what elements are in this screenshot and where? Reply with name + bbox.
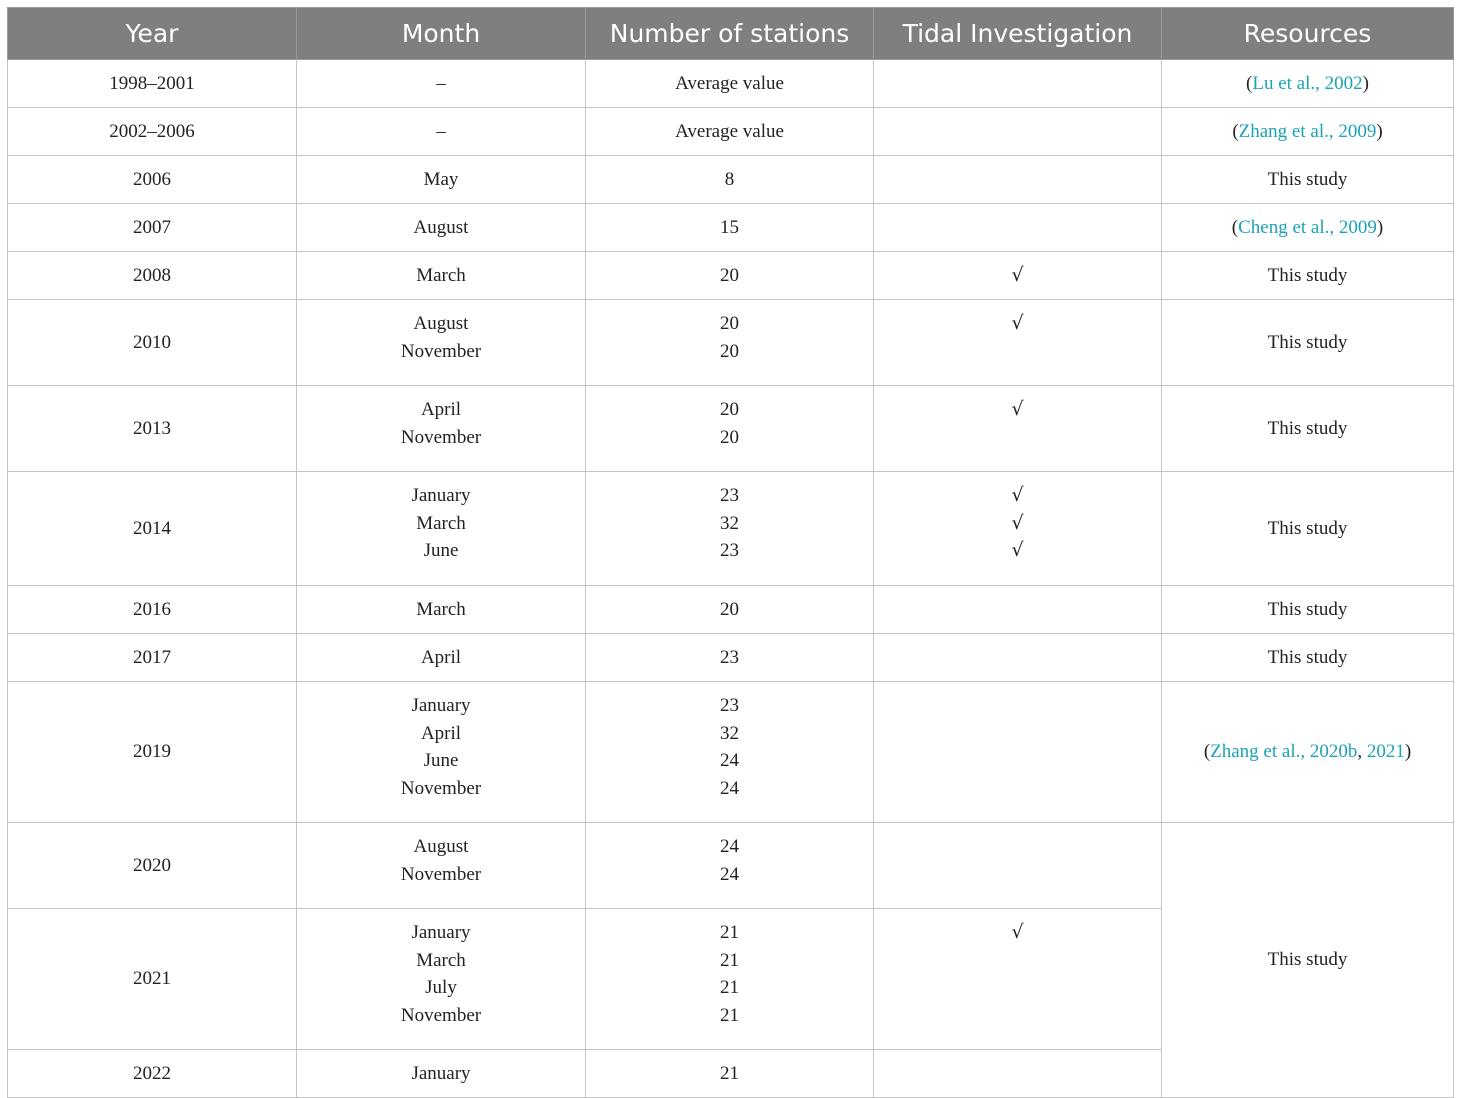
stations-cell: 8 [586, 156, 874, 204]
year-cell: 2002–2006 [8, 108, 297, 156]
tidal-cell [874, 634, 1162, 682]
tidal-cell [874, 682, 1162, 823]
stations-cell: 23 [586, 634, 874, 682]
tidal-cell [874, 252, 1162, 300]
stations-cell: Average value [586, 60, 874, 108]
resource-cell: (Zhang et al., 2020b, 2021) [1162, 682, 1454, 823]
resource-cell: This study [1162, 386, 1454, 472]
month-cell: May [297, 156, 586, 204]
month-cell: – [297, 60, 586, 108]
tidal-cell [874, 909, 1162, 1050]
year-cell: 2007 [8, 204, 297, 252]
year-cell: 2019 [8, 682, 297, 823]
month-cell: August November [297, 823, 586, 909]
header-tidal-investigation: Tidal Investigation [874, 8, 1162, 60]
check-mark: √ [1011, 312, 1024, 334]
resource-cell: This study [1162, 586, 1454, 634]
tidal-cell [874, 108, 1162, 156]
month-cell: April [297, 634, 586, 682]
year-cell: 2022 [8, 1050, 297, 1098]
stations-cell: Average value [586, 108, 874, 156]
header-resources: Resources [1162, 8, 1454, 60]
stations-cell: 21 21 21 21 [586, 909, 874, 1050]
tidal-cell [874, 823, 1162, 909]
resource-cell: This study [1162, 252, 1454, 300]
table-row [8, 823, 1454, 909]
check-mark: √ [1011, 921, 1024, 943]
year-cell: 2013 [8, 386, 297, 472]
table-row [8, 252, 1454, 300]
resource-cell: This study [1162, 156, 1454, 204]
tidal-cell [874, 586, 1162, 634]
month-cell: January [297, 1050, 586, 1098]
resource-cell: This study [1162, 300, 1454, 386]
stations-cell: 23 32 23 [586, 472, 874, 586]
resource-cell: This study [1162, 823, 1454, 1098]
stations-cell: 15 [586, 204, 874, 252]
resource-cell: (Zhang et al., 2009) [1162, 108, 1454, 156]
table-row [8, 204, 1454, 252]
table-row [8, 472, 1454, 586]
citation-link[interactable]: Zhang et al., 2020b [1210, 741, 1358, 762]
month-cell: January March June [297, 472, 586, 586]
check-mark: √ [1011, 264, 1024, 286]
month-cell: March [297, 586, 586, 634]
year-cell: 2008 [8, 252, 297, 300]
table-row [8, 682, 1454, 823]
resource-cell: This study [1162, 634, 1454, 682]
resource-cell: (Cheng et al., 2009) [1162, 204, 1454, 252]
stations-cell: 23 32 24 24 [586, 682, 874, 823]
table-row [8, 60, 1454, 108]
citation-link[interactable]: 2021 [1366, 741, 1405, 762]
year-cell: 2020 [8, 823, 297, 909]
resource-cell: (Lu et al., 2002) [1162, 60, 1454, 108]
data-table [7, 7, 1454, 1098]
stations-cell: 21 [586, 1050, 874, 1098]
month-cell: January March July November [297, 909, 586, 1050]
month-cell: March [297, 252, 586, 300]
table-row [8, 634, 1454, 682]
tidal-cell [874, 60, 1162, 108]
month-cell: April November [297, 386, 586, 472]
check-mark: √ [1011, 539, 1024, 562]
tidal-cell [874, 204, 1162, 252]
table-header [8, 8, 1454, 60]
citation-link[interactable]: Lu et al., 2002 [1252, 72, 1363, 94]
stations-cell: 20 20 [586, 300, 874, 386]
header-number-of-stations: Number of stations [586, 8, 874, 60]
check-mark: √ [1011, 398, 1024, 420]
year-cell: 1998–2001 [8, 60, 297, 108]
stations-cell: 20 [586, 586, 874, 634]
citation-link[interactable]: Zhang et al., 2009 [1238, 120, 1377, 142]
year-cell: 2017 [8, 634, 297, 682]
table-row [8, 586, 1454, 634]
resource-cell: This study [1162, 472, 1454, 586]
year-cell: 2006 [8, 156, 297, 204]
tidal-cell [874, 472, 1162, 586]
stations-cell: 20 [586, 252, 874, 300]
citation-link[interactable]: Cheng et al., 2009 [1238, 216, 1377, 238]
year-cell: 2016 [8, 586, 297, 634]
table-row [8, 300, 1454, 386]
stations-cell: 24 24 [586, 823, 874, 909]
year-cell: 2014 [8, 472, 297, 586]
tidal-cell [874, 300, 1162, 386]
check-mark: √ [1011, 511, 1024, 534]
month-cell: January April June November [297, 682, 586, 823]
tidal-cell [874, 386, 1162, 472]
header-month: Month [297, 8, 586, 60]
table-row [8, 108, 1454, 156]
month-cell: – [297, 108, 586, 156]
header-row [8, 8, 1454, 60]
year-cell: 2010 [8, 300, 297, 386]
table-row [8, 386, 1454, 472]
check-mark: √ [1011, 484, 1024, 506]
tidal-cell [874, 1050, 1162, 1098]
year-cell: 2021 [8, 909, 297, 1050]
table-row [8, 156, 1454, 204]
stations-cell: 20 20 [586, 386, 874, 472]
month-cell: August November [297, 300, 586, 386]
month-cell: August [297, 204, 586, 252]
tidal-cell [874, 156, 1162, 204]
header-year: Year [8, 8, 297, 60]
